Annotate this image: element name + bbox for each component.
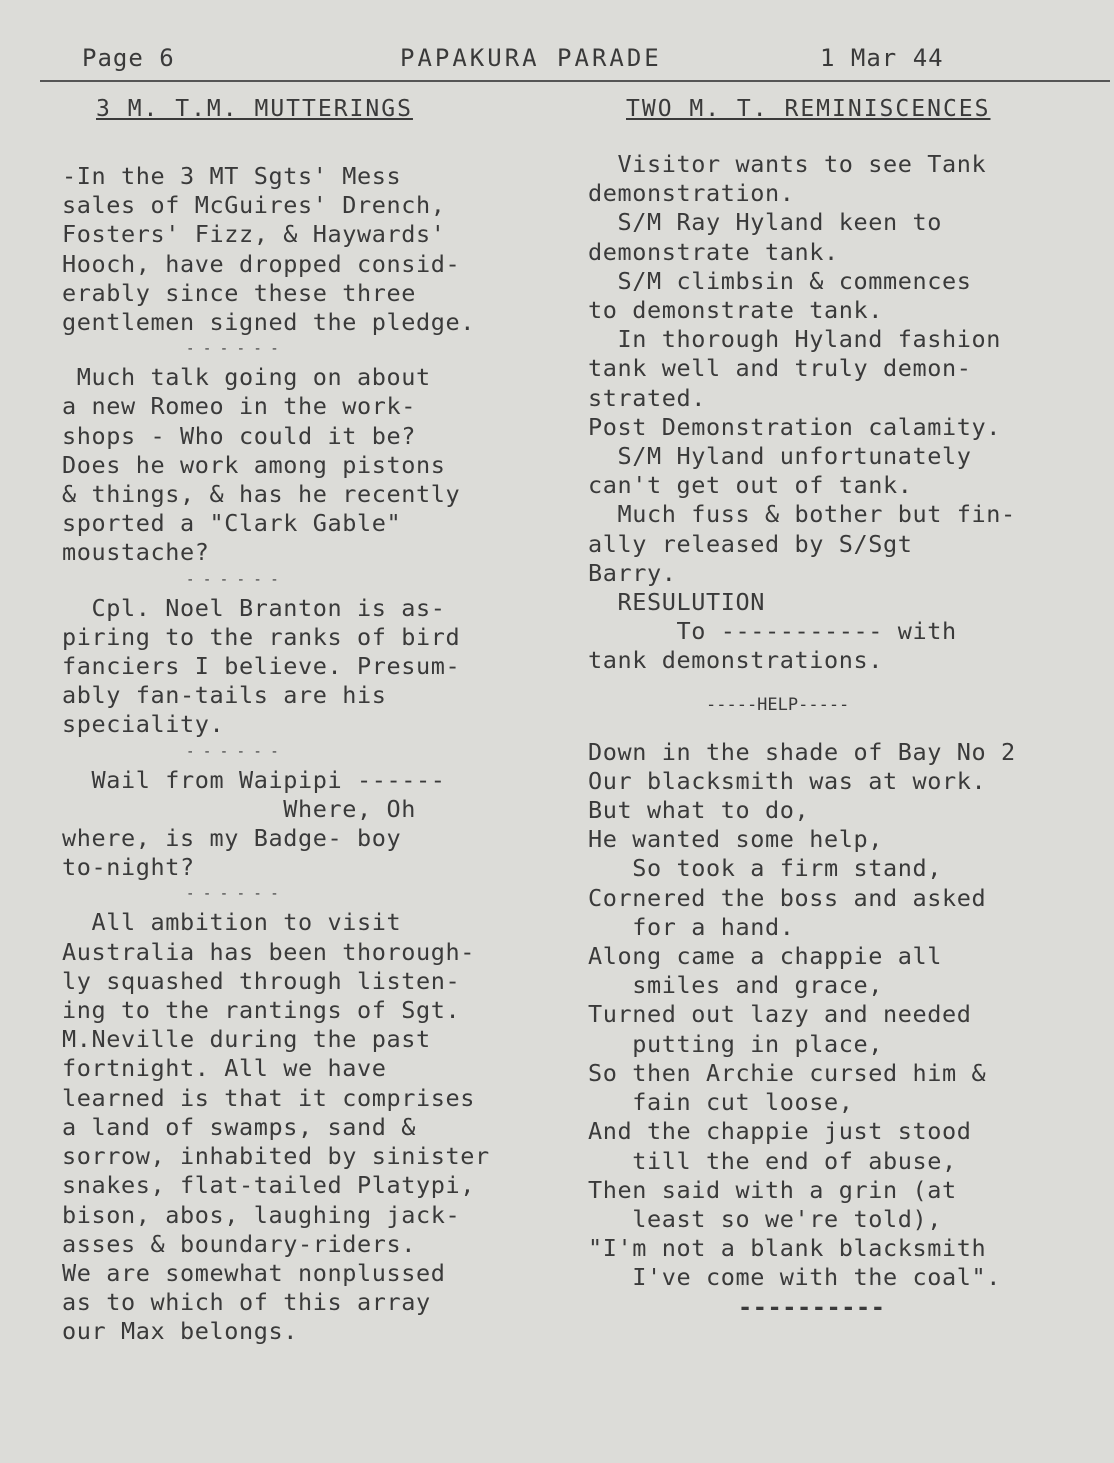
story-line: demonstration. <box>588 179 795 208</box>
help-poem <box>588 738 1108 1293</box>
poem-line: fain cut loose, <box>588 1088 854 1117</box>
poem-line: putting in place, <box>588 1029 883 1058</box>
poem-line: He wanted some help, <box>588 825 883 854</box>
item-separator: - - - - - - <box>186 743 279 760</box>
text-line: to-night? <box>62 853 195 882</box>
text-line: as to which of this array <box>62 1288 431 1317</box>
poem-line: for a hand. <box>588 912 795 941</box>
help-heading: -----HELP----- <box>706 694 850 715</box>
text-line: Hooch, have dropped consid- <box>62 249 461 278</box>
text-line: We are somewhat nonplussed <box>62 1258 446 1287</box>
story-line: to demonstrate tank. <box>588 296 883 325</box>
poem-line: Cornered the boss and asked <box>588 883 987 912</box>
poem-line: Turned out lazy and needed <box>588 1000 972 1029</box>
text-line: speciality. <box>62 710 225 739</box>
poem-line: But what to do, <box>588 796 810 825</box>
right-column <box>588 96 1108 1322</box>
issue-date: 1 Mar 44 <box>820 44 944 72</box>
story-line: ally released by S/Sgt <box>588 529 913 558</box>
poem-line: Along came a chappie all <box>588 942 942 971</box>
story-line: Visitor wants to see Tank <box>588 150 987 178</box>
reminiscences-title: TWO M. T. REMINISCENCES <box>626 96 991 122</box>
text-line: gentlemen signed the pledge. <box>62 308 475 337</box>
story-line: To ----------- with <box>588 617 957 646</box>
mutterings-items <box>62 162 562 1361</box>
header-rule <box>40 80 1110 82</box>
item-separator: - - - - - - <box>186 886 279 903</box>
story-line: Barry. <box>588 558 677 587</box>
text-line: Does he work among pistons <box>62 450 446 479</box>
text-line: ly squashed through listen- <box>62 966 461 995</box>
muttering-item <box>62 594 562 762</box>
item-separator: - - - - - - <box>186 571 279 588</box>
text-line: sorrow, inhabited by sinister <box>62 1142 490 1171</box>
mutterings-title: 3 M. T.M. MUTTERINGS <box>96 96 413 122</box>
text-line: -In the 3 MT Sgts' Mess <box>62 162 402 190</box>
text-line: erably since these three <box>62 278 416 307</box>
text-line: fortnight. All we have <box>62 1054 387 1083</box>
text-line: learned is that it comprises <box>62 1083 475 1112</box>
poem-line: Down in the shade of Bay No 2 <box>588 737 1016 766</box>
muttering-item <box>62 908 562 1360</box>
text-line: bison, abos, laughing jack- <box>62 1200 461 1229</box>
story-line: can't get out of tank. <box>588 471 913 500</box>
text-line: piring to the ranks of bird <box>62 622 461 651</box>
text-line: Cpl. Noel Branton is as- <box>62 593 446 622</box>
tank-story <box>588 150 1108 676</box>
text-line: fanciers I believe. Presum- <box>62 652 461 681</box>
end-rule: ---------- <box>738 1292 886 1321</box>
text-line: ably fan-tails are his <box>62 681 387 710</box>
text-line: where, is my Badge- boy <box>62 824 402 853</box>
story-line: RESULUTION <box>588 588 765 617</box>
poem-line: And the chappie just stood <box>588 1117 972 1146</box>
text-line: sported a "Clark Gable" <box>62 509 402 538</box>
newsletter-title: PAPAKURA PARADE <box>400 44 662 72</box>
text-line: Australia has been thorough- <box>62 937 475 966</box>
text-line: moustache? <box>62 538 210 567</box>
story-line: strated. <box>588 383 706 412</box>
poem-line: So took a firm stand, <box>588 854 942 883</box>
story-line: S/M climbsin & commences <box>588 266 972 295</box>
story-line: tank demonstrations. <box>588 646 883 675</box>
poem-line: Then said with a grin (at <box>588 1175 957 1204</box>
story-line: tank well and truly demon- <box>588 354 972 383</box>
text-line: & things, & has he recently <box>62 480 461 509</box>
left-column <box>62 96 562 1361</box>
story-line: S/M Hyland unfortunately <box>588 442 972 471</box>
text-line: All ambition to visit <box>62 908 402 937</box>
text-line: shops - Who could it be? <box>62 421 416 450</box>
story-line: In thorough Hyland fashion <box>588 325 1001 354</box>
text-line: asses & boundary-riders. <box>62 1229 416 1258</box>
page-number: Page 6 <box>82 44 175 72</box>
text-line: sales of McGuires' Drench, <box>62 191 446 220</box>
story-line: demonstrate tank. <box>588 237 839 266</box>
text-line: our Max belongs. <box>62 1317 298 1346</box>
poem-line: I've come with the coal". <box>588 1263 1001 1292</box>
text-line: a land of swamps, sand & <box>62 1112 416 1141</box>
text-line: a new Romeo in the work- <box>62 392 416 421</box>
text-line: Much talk going on about <box>62 363 431 392</box>
text-line: Wail from Waipipi ------ <box>62 765 446 794</box>
poem-line: Our blacksmith was at work. <box>588 766 987 795</box>
muttering-item <box>62 363 562 589</box>
text-line: snakes, flat-tailed Platypi, <box>62 1171 475 1200</box>
story-line: Much fuss & bother but fin- <box>588 500 1016 529</box>
text-line: Where, Oh <box>62 794 416 823</box>
story-line: S/M Ray Hyland keen to <box>588 208 942 237</box>
muttering-item <box>62 766 562 905</box>
poem-line: So then Archie cursed him & <box>588 1058 987 1087</box>
muttering-item <box>62 162 562 359</box>
page-header <box>82 44 972 80</box>
poem-line: least so we're told), <box>588 1204 942 1233</box>
text-line: ing to the rantings of Sgt. <box>62 996 461 1025</box>
text-line: Fosters' Fizz, & Haywards' <box>62 220 446 249</box>
story-line: Post Demonstration calamity. <box>588 412 1001 441</box>
item-separator: - - - - - - <box>186 341 279 358</box>
poem-line: smiles and grace, <box>588 971 883 1000</box>
text-line: M.Neville during the past <box>62 1025 431 1054</box>
poem-line: "I'm not a blank blacksmith <box>588 1234 987 1263</box>
poem-line: till the end of abuse, <box>588 1146 957 1175</box>
